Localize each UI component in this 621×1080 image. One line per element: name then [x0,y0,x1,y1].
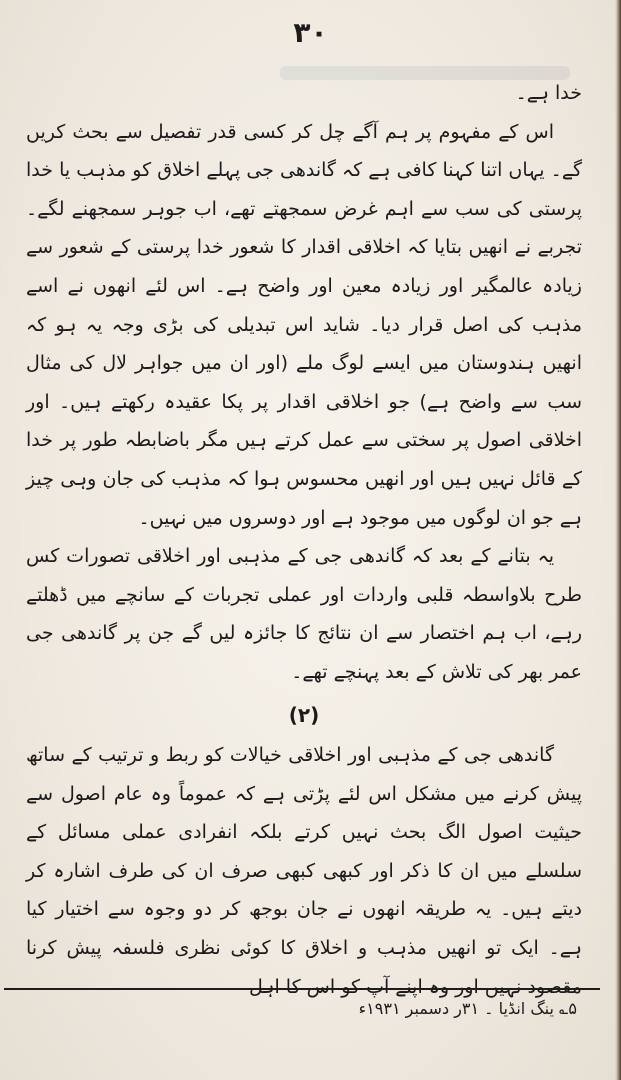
footnote-divider [4,988,600,990]
paragraph-1: اس کے مفہوم پر ہم آگے چل کر کسی قدر تفصیل سے بحث کریں گے۔ یہاں اتنا کہنا کافی ہے کہ گاندھی جی پہلے اخلاق کو مذہب یا خدا پرستی کی سب سے اہم غرض سمجھتے تھے، اب جوہر سمجھنے لگے۔ تجربے نے انھیں بتایا کہ اخلاقی اقدار کا شعور خدا پرستی کے شعور سے زیادہ عالمگیر اور زیادہ معین اور واضح ہے۔ اس لئے انھوں نے اسے مذہب کی اصل قرار دیا۔ شاید اس تبدیلی کی بڑی وجہ یہ ہو کہ انھیں ہندوستان میں ایسے لوگ ملے (اور ان میں جواہر لال کی مثال سب سے واضح ہے) جو اخلاقی اقدار پر پکا عقیدہ رکھتے ہیں۔ اور اخلاقی اصول پر سختی سے عمل کرتے ہیں مگر باضابطہ طور پر خدا کے قائل نہیں ہیں اور انھیں محسوس ہوا کہ مذہب کی جان وہی چیز ہے جو ان لوگوں میں موجود ہے اور دوسروں میں نہیں۔ [26,120,582,529]
paragraph-3: گاندھی جی کے مذہبی اور اخلاقی خیالات کو ربط و ترتیب کے ساتھ پیش کرنے میں مشکل اس لئے پڑتی ہے کہ عموماً وہ عام اصول سے حیثیت اصول الگ بحث نہیں کرتے بلکہ انفرادی عملی مسائل کے سلسلے میں ان کا ذکر اور کبھی کبھی صرف ان کی طرف اشارہ کر دیتے ہیں۔ یہ طریقہ انھوں نے جان بوجھ کر دو وجوہ سے اختیار کیا ہے۔ ایک تو انھیں مذہب و اخلاق کا کوئی نظری فلسفہ پیش کرنا مقصود نہیں اور وہ اپنے آپ کو اس کا اہل [26,744,582,998]
body-text [26,74,582,1006]
page-number: ۳۰ [293,16,328,49]
section-number: (۲) [288,702,320,727]
paragraph-fragment: خدا ہے۔ [515,82,582,104]
page-edge-shadow [615,0,621,1080]
footnote: ۵؎ ینگ انڈیا ۔ ۳۱ر دسمبر ۱۹۳۱ء [358,999,577,1018]
paragraph-2: یہ بتانے کے بعد کہ گاندھی جی کے مذہبی اور اخلاقی تصورات کس طرح بلاواسطہ قلبی واردات اور عملی تجربات کے سانچے میں ڈھلتے رہے، اب ہم اختصار سے ان نتائج کا جائزہ لیں گے جن پر گاندھی جی عمر بھر کی تلاش کے بعد پہنچے تھے۔ [26,545,582,683]
